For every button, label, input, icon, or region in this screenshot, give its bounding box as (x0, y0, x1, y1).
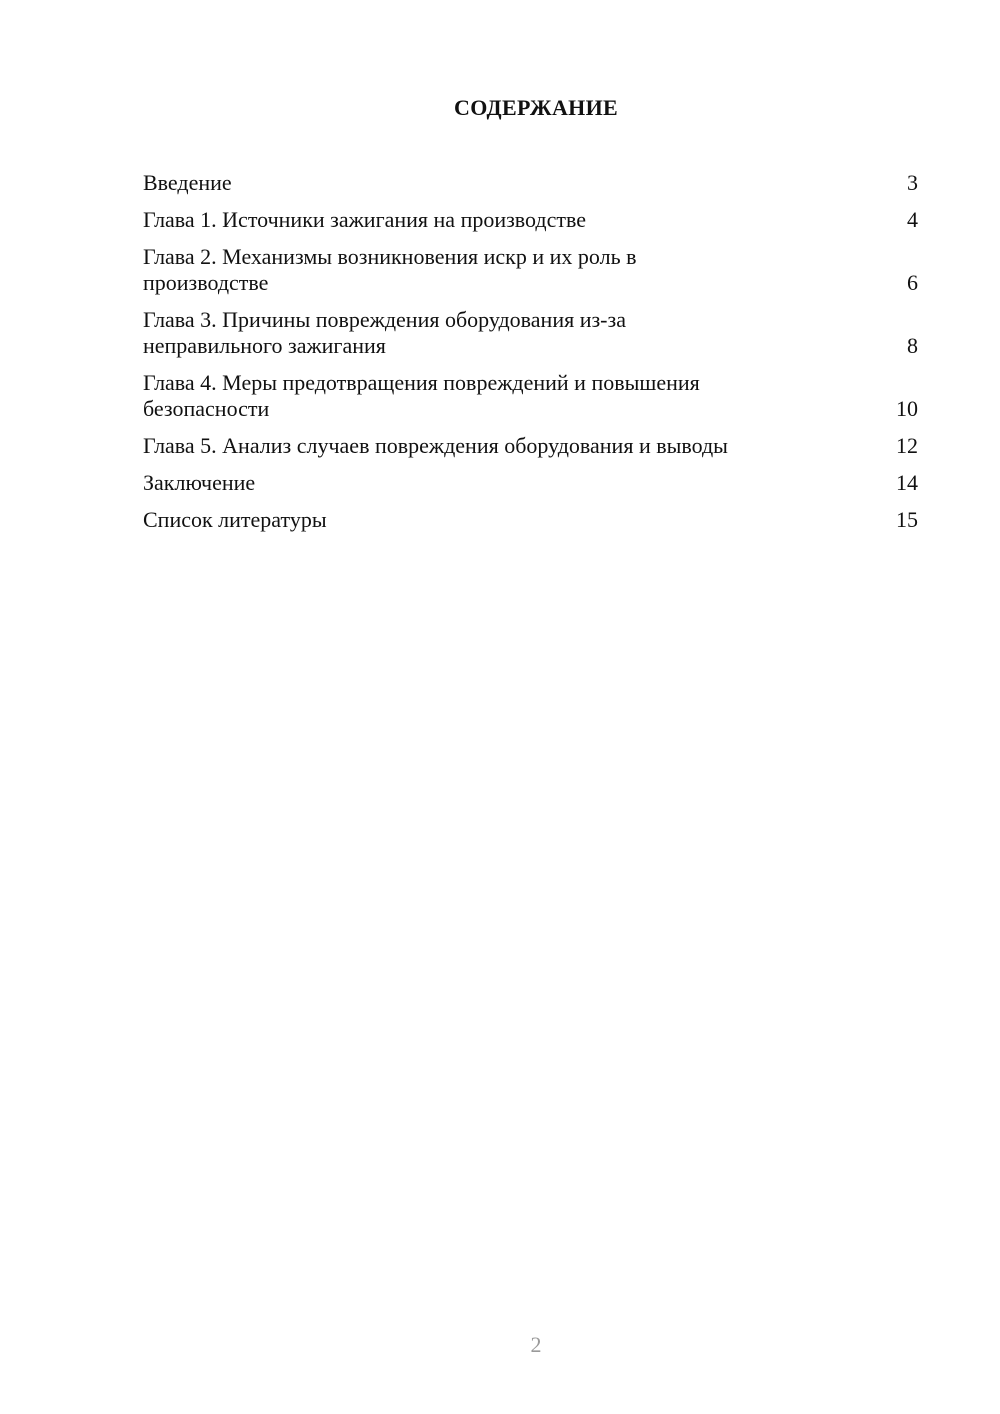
toc-entry-label: Заключение (143, 470, 256, 495)
toc-entry-introduction (143, 170, 918, 196)
toc-entry-chapter-4 (143, 370, 918, 422)
toc-entry-page: 4 (907, 207, 918, 232)
toc-entry-page: 15 (896, 507, 918, 532)
toc-entry-page: 8 (907, 333, 918, 358)
toc-entry-label: Глава 1. Источники зажигания на производстве (143, 207, 587, 232)
page-number: 2 (530, 1332, 542, 1357)
toc-entry-conclusion (143, 470, 918, 496)
toc-entry-label: Глава 3. Причины повреждения оборудования из-за неправильного зажигания (143, 307, 626, 358)
toc-entry-page: 6 (907, 270, 918, 295)
toc-entry-page: 3 (907, 170, 918, 195)
toc-entry-chapter-1 (143, 207, 918, 233)
toc-entry-label: Глава 5. Анализ случаев повреждения оборудования и выводы (143, 433, 728, 458)
toc-entry-label: Глава 4. Меры предотвращения повреждений и повышения безопасности (143, 370, 700, 421)
toc-entry-label: Глава 2. Механизмы возникновения искр и их роль в производстве (143, 244, 637, 295)
toc-entry-chapter-2 (143, 244, 918, 296)
toc-entry-label: Введение (143, 170, 232, 195)
toc-entry-chapter-3 (143, 307, 918, 359)
toc-entry-label: Список литературы (143, 507, 327, 532)
toc-entry-page: 10 (896, 396, 918, 421)
table-of-contents (143, 170, 918, 544)
toc-title: СОДЕРЖАНИЕ (454, 95, 618, 120)
toc-entry-bibliography (143, 507, 918, 533)
toc-entry-page: 12 (896, 433, 918, 458)
toc-entry-page: 14 (896, 470, 918, 495)
toc-entry-chapter-5 (143, 433, 918, 459)
